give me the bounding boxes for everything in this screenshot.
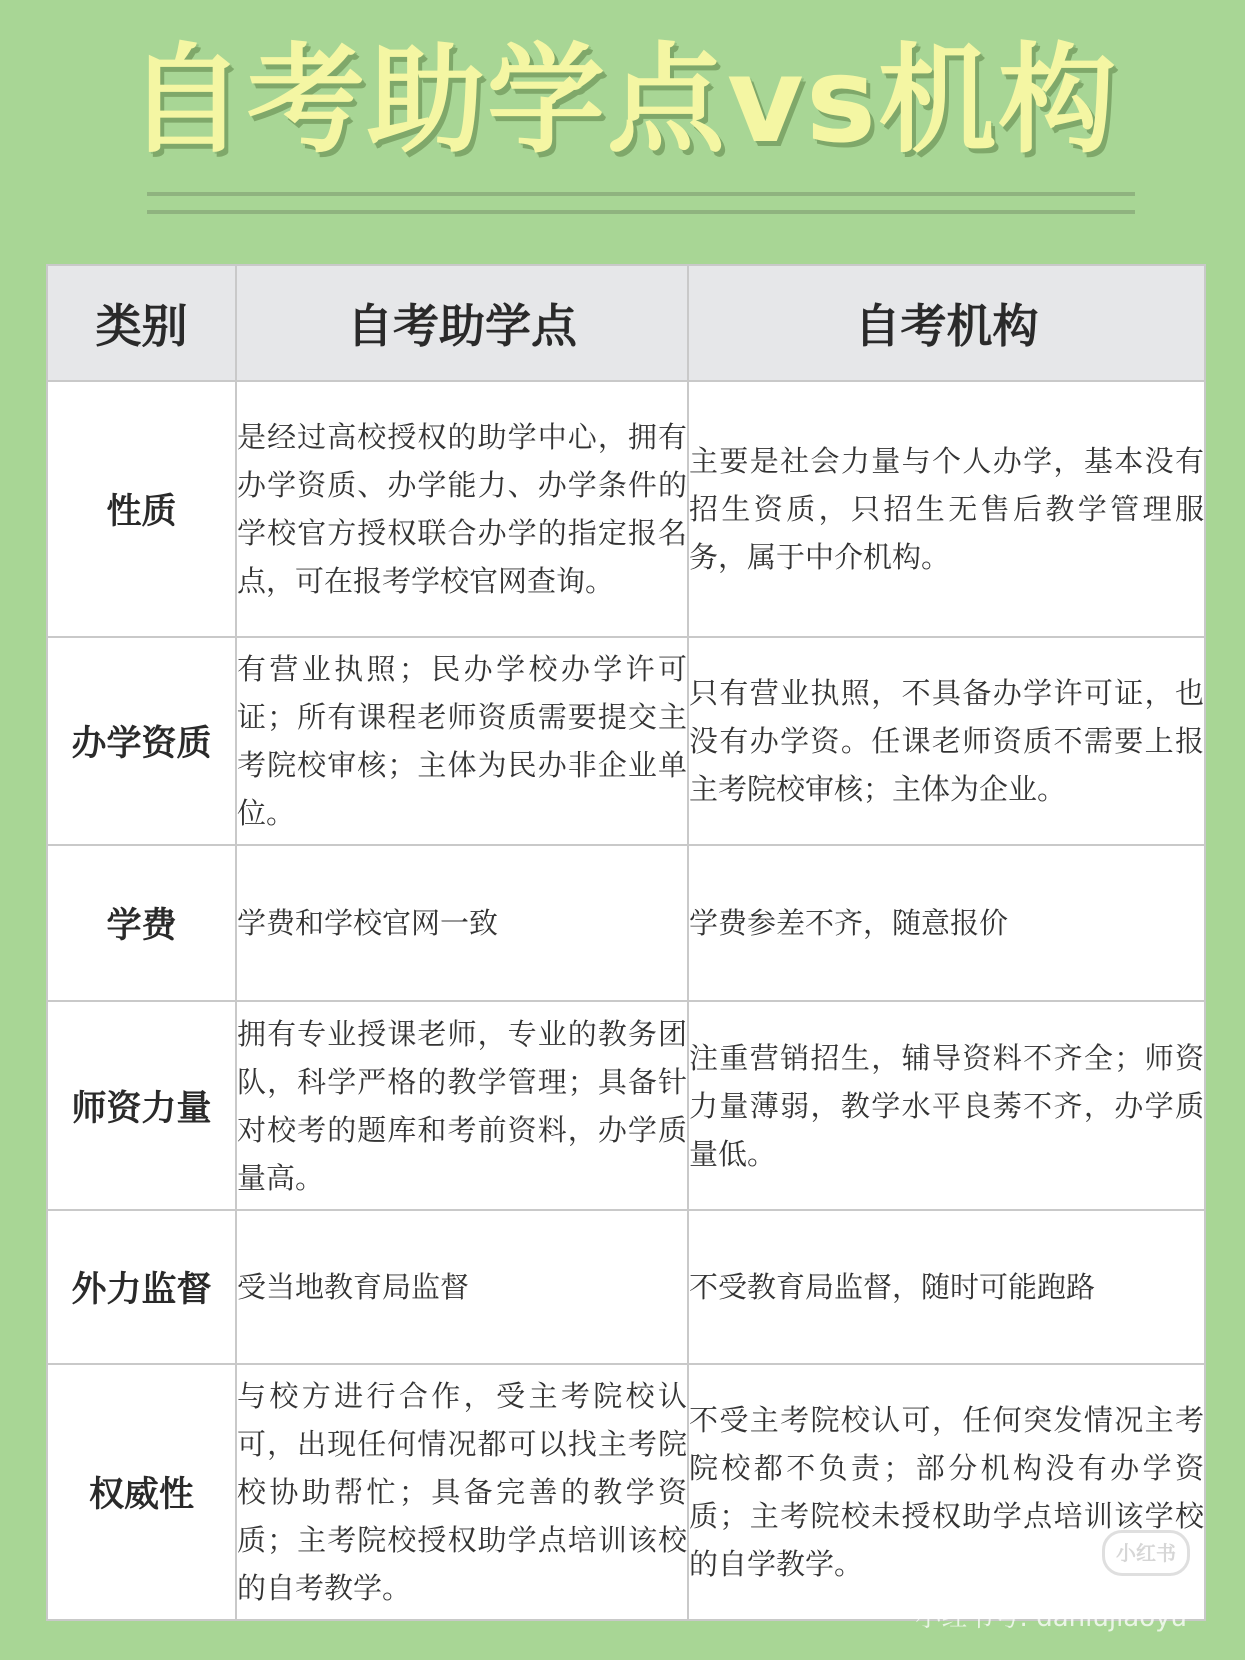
title-divider-bottom	[147, 210, 1135, 214]
header-study-point: 自考助学点	[236, 265, 688, 381]
header-category: 类别	[47, 265, 236, 381]
row-category: 师资力量	[47, 1001, 236, 1210]
institution-cell: 不受主考院校认可，任何突发情况主考院校都不负责；部分机构没有办学资质；主考院校未授权助学点培训该学校的自学教学。	[688, 1364, 1205, 1620]
table-row	[47, 845, 1205, 1001]
table-header-row	[47, 265, 1205, 381]
institution-cell: 主要是社会力量与个人办学，基本没有招生资质，只招生无售后教学管理服务，属于中介机构。	[688, 381, 1205, 637]
watermark-text: 小红书号: daniujiaoyu	[915, 1603, 1187, 1633]
comparison-table	[46, 264, 1206, 1621]
institution-cell: 不受教育局监督，随时可能跑路	[688, 1210, 1205, 1364]
study-point-cell: 与校方进行合作，受主考院校认可，出现任何情况都可以找主考院校协助帮忙；具备完善的教学资质；主考院校授权助学点培训该校的自考教学。	[236, 1364, 688, 1620]
row-category: 学费	[47, 845, 236, 1001]
row-category: 办学资质	[47, 637, 236, 845]
table-row	[47, 637, 1205, 845]
page-title: 自考助学点vs机构	[126, 31, 1119, 169]
row-category: 权威性	[47, 1364, 236, 1620]
table-row	[47, 1001, 1205, 1210]
row-category: 性质	[47, 381, 236, 637]
title-divider-top	[147, 192, 1135, 196]
row-category: 外力监督	[47, 1210, 236, 1364]
institution-cell: 学费参差不齐，随意报价	[688, 845, 1205, 1001]
institution-cell: 只有营业执照，不具备办学许可证，也没有办学资。任课老师资质不需要上报主考院校审核；主体为企业。	[688, 637, 1205, 845]
study-point-cell: 拥有专业授课老师，专业的教务团队，科学严格的教学管理；具备针对校考的题库和考前资料，办学质量高。	[236, 1001, 688, 1210]
institution-cell: 注重营销招生，辅导资料不齐全；师资力量薄弱，教学水平良莠不齐，办学质量低。	[688, 1001, 1205, 1210]
study-point-cell: 是经过高校授权的助学中心，拥有办学资质、办学能力、办学条件的学校官方授权联合办学的指定报名点，可在报考学校官网查询。	[236, 381, 688, 637]
study-point-cell: 有营业执照；民办学校办学许可证；所有课程老师资质需要提交主考院校审核；主体为民办非企业单位。	[236, 637, 688, 845]
table-row	[47, 1210, 1205, 1364]
table-row	[47, 1364, 1205, 1620]
study-point-cell: 学费和学校官网一致	[236, 845, 688, 1001]
watermark-logo: 小红书	[1102, 1530, 1190, 1576]
study-point-cell: 受当地教育局监督	[236, 1210, 688, 1364]
header-institution: 自考机构	[688, 265, 1205, 381]
table-row	[47, 381, 1205, 637]
